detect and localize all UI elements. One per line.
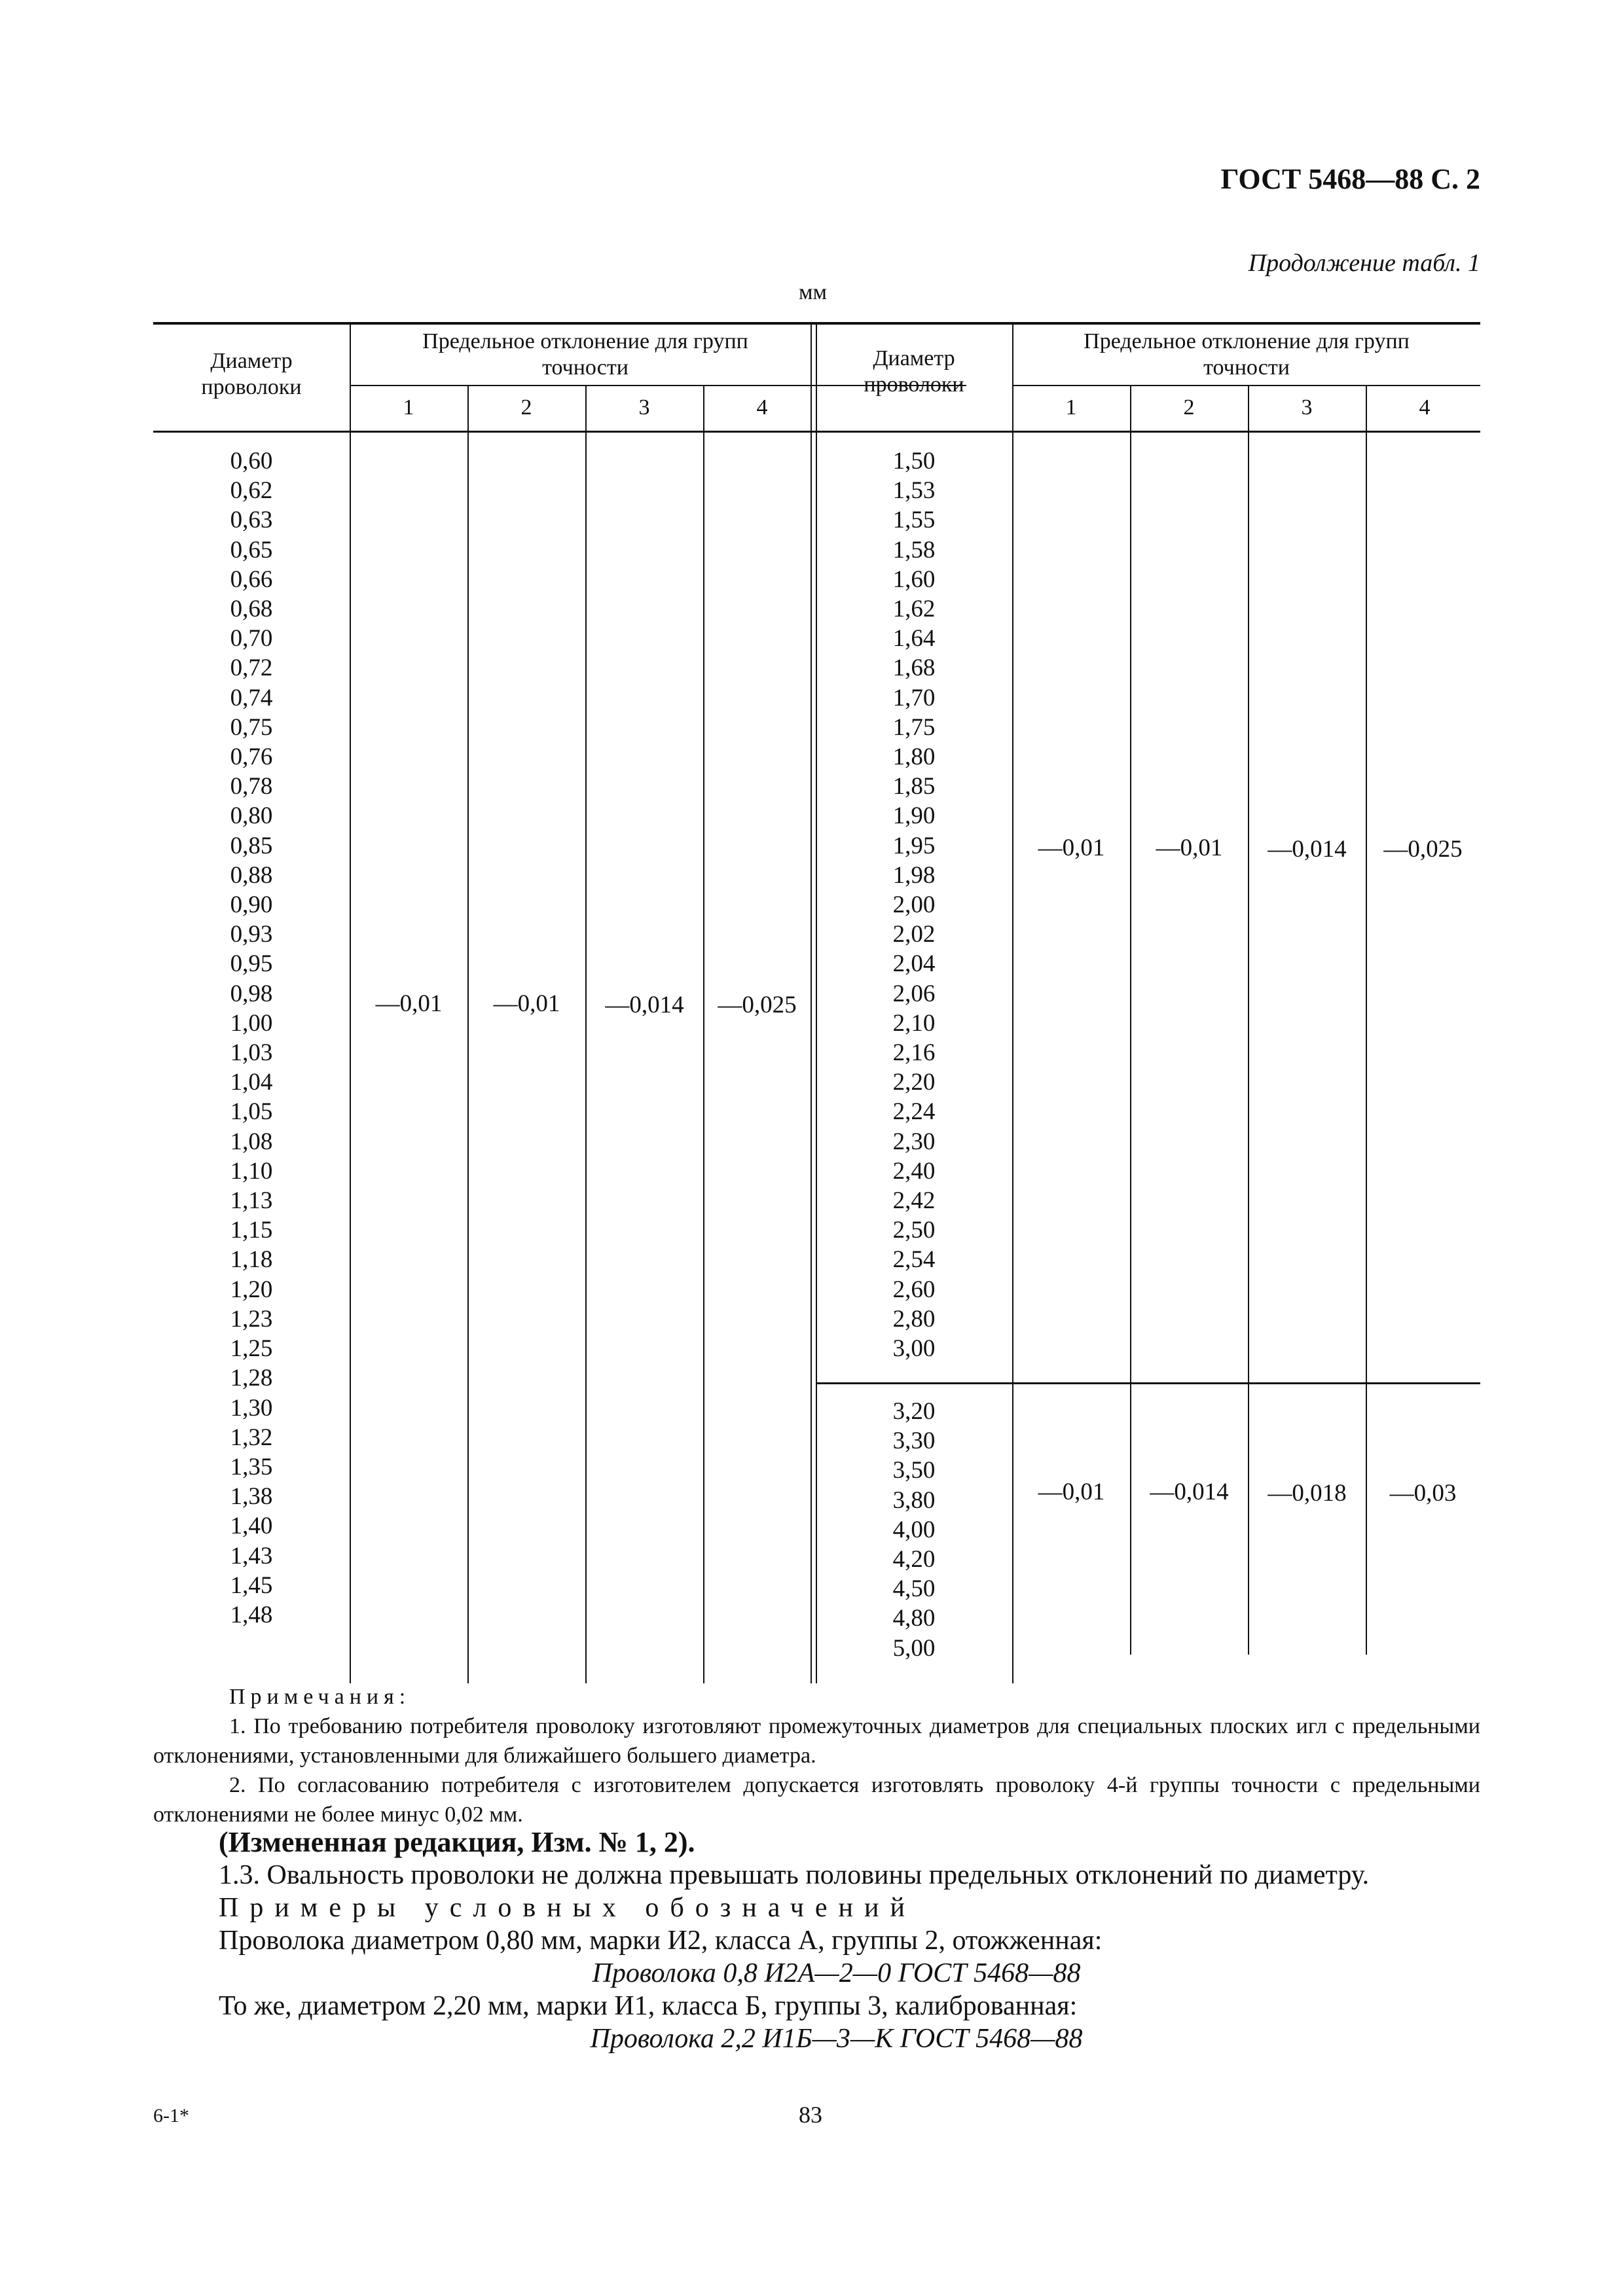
diameter-cell: 2,20 (892, 1069, 936, 1096)
page-number: 83 (799, 2102, 822, 2128)
diameter-cell: 0,63 (230, 507, 273, 534)
diameter-cell: 2,06 (892, 980, 936, 1007)
notes-title: Примечания: (229, 1685, 411, 1709)
group-3-left: 3 (638, 395, 650, 420)
right-block2-deviation-group-3: —0,018 (1267, 1480, 1347, 1507)
diameter-cell: 0,88 (230, 861, 273, 889)
diameter-cell: 2,50 (892, 1217, 936, 1244)
diameter-cell: 0,60 (230, 448, 273, 475)
right-block1-deviation-group-3: —0,014 (1267, 836, 1347, 863)
right-diameter-list-1 (862, 446, 966, 1363)
diameter-cell: 0,85 (230, 832, 273, 859)
diameter-cell: 2,16 (892, 1039, 936, 1067)
diameter-cell: 2,40 (892, 1157, 936, 1185)
diameter-cell: 1,43 (230, 1542, 273, 1570)
diameter-cell: 0,76 (230, 744, 273, 771)
diameter-cell: 1,80 (892, 744, 936, 771)
diameter-cell: 1,20 (230, 1276, 273, 1303)
notes-section (153, 1682, 1480, 1829)
amendment-note: (Измененная редакция, Изм. № 1, 2). (219, 1826, 695, 1858)
right-diameter-list-2 (862, 1397, 966, 1663)
diameter-cell: 0,74 (230, 684, 273, 711)
diameter-cell: 1,40 (230, 1513, 273, 1540)
left-deviation-group-2: —0,01 (493, 990, 560, 1017)
clause-1-3: 1.3. Овальность проволоки не должна превышать половины предельных отклонений по диаметру. (219, 1860, 1370, 1890)
diameter-cell: 2,02 (892, 921, 936, 948)
diameter-cell: 3,20 (892, 1398, 936, 1425)
header-deviation-right: Предельное отклонение для групп точности (1084, 329, 1410, 380)
diameter-cell: 1,05 (230, 1098, 273, 1126)
diameter-cell: 2,42 (892, 1187, 936, 1215)
note-2: 2. По согласованию потребителя с изготовителем допускается изготовлять проволоку 4-й группы точности с предельными отклонениями не более минус 0,02 мм. (153, 1773, 1480, 1827)
group-1-right: 1 (1065, 395, 1077, 420)
example-1-designation: Проволока 0,8 И2А—2—0 ГОСТ 5468—88 (592, 1958, 1081, 1988)
diameter-cell: 1,85 (892, 773, 936, 800)
group-2-left: 2 (520, 395, 532, 420)
header-diameter-right: Диаметр проволоки (864, 346, 964, 397)
diameter-cell: 1,25 (230, 1335, 273, 1363)
left-deviation-group-4: —0,025 (718, 992, 797, 1018)
diameter-cell: 1,38 (230, 1483, 273, 1511)
diameter-cell: 0,98 (230, 980, 273, 1007)
diameter-cell: 3,30 (892, 1427, 936, 1455)
example-2-text: То же, диаметром 2,20 мм, марки И1, класса Б, группы 3, калиброванная: (219, 1991, 1078, 2021)
diameter-cell: 2,24 (892, 1098, 936, 1126)
diameter-cell: 1,23 (230, 1305, 273, 1333)
diameter-cell: 1,90 (892, 802, 936, 830)
diameter-cell: 2,30 (892, 1128, 936, 1155)
diameter-cell: 0,66 (230, 565, 273, 593)
diameter-cell: 1,68 (892, 655, 936, 682)
diameter-cell: 2,80 (892, 1305, 936, 1333)
diameter-cell: 1,62 (892, 596, 936, 623)
right-block2-deviation-group-2: —0,014 (1150, 1479, 1229, 1505)
diameter-cell: 1,95 (892, 832, 936, 859)
diameter-cell: 0,75 (230, 713, 273, 741)
units-label: мм (799, 280, 828, 304)
right-block2-deviation-group-4: —0,03 (1389, 1480, 1457, 1507)
diameter-cell: 0,78 (230, 773, 273, 800)
right-block1-deviation-group-4: —0,025 (1383, 836, 1463, 863)
diameter-cell: 1,13 (230, 1187, 273, 1215)
diameter-cell: 2,10 (892, 1009, 936, 1037)
main-text (153, 1826, 1480, 2055)
diameter-cell: 1,15 (230, 1217, 273, 1244)
diameter-cell: 1,18 (230, 1246, 273, 1274)
diameter-cell: 3,80 (892, 1486, 936, 1514)
deviation-table (153, 322, 1480, 1683)
table-continuation-label: Продолжение табл. 1 (1248, 249, 1480, 277)
diameter-cell: 1,32 (230, 1424, 273, 1451)
diameter-cell: 0,93 (230, 921, 273, 948)
diameter-cell: 1,30 (230, 1394, 273, 1422)
diameter-cell: 2,04 (892, 950, 936, 978)
group-4-left: 4 (756, 395, 768, 420)
diameter-cell: 2,54 (892, 1246, 936, 1274)
right-block2-deviation-group-1: —0,01 (1038, 1479, 1105, 1505)
diameter-cell: 4,20 (892, 1546, 936, 1573)
diameter-cell: 1,08 (230, 1128, 273, 1155)
examples-title: Примеры условных обозначений (219, 1893, 916, 1923)
diameter-cell: 1,64 (892, 625, 936, 653)
diameter-cell: 1,03 (230, 1039, 273, 1067)
diameter-cell: 1,28 (230, 1365, 273, 1392)
diameter-cell: 1,00 (230, 1009, 273, 1037)
diameter-cell: 4,80 (892, 1605, 936, 1632)
note-1: 1. По требованию потребителя проволоку изготовляют промежуточных диаметров для специальных плоских игл с предельными отклонениями, установленными для ближайшего большего диаметра. (153, 1714, 1480, 1768)
diameter-cell: 1,35 (230, 1453, 273, 1480)
example-1-text: Проволока диаметром 0,80 мм, марки И2, класса А, группы 2, отожженная: (219, 1926, 1103, 1956)
footer-sheet-mark: 6-1* (153, 2105, 189, 2126)
diameter-cell: 0,70 (230, 625, 273, 653)
diameter-cell: 1,60 (892, 565, 936, 593)
diameter-cell: 0,95 (230, 950, 273, 978)
diameter-cell: 3,50 (892, 1457, 936, 1484)
left-deviation-group-3: —0,014 (605, 992, 684, 1018)
header-diameter-left: Диаметр проволоки (201, 349, 302, 399)
group-4-right: 4 (1419, 395, 1431, 420)
left-deviation-group-1: —0,01 (375, 990, 443, 1017)
left-diameter-list (199, 446, 304, 1630)
diameter-cell: 2,60 (892, 1276, 936, 1303)
header-deviation-left: Предельное отклонение для групп точности (422, 329, 748, 380)
diameter-cell: 0,90 (230, 891, 273, 919)
diameter-cell: 3,00 (892, 1335, 936, 1363)
diameter-cell: 0,65 (230, 536, 273, 564)
diameter-cell: 0,62 (230, 477, 273, 505)
diameter-cell: 1,98 (892, 861, 936, 889)
diameter-cell: 1,58 (892, 536, 936, 564)
right-block1-deviation-group-1: —0,01 (1038, 834, 1105, 861)
diameter-cell: 0,80 (230, 802, 273, 830)
diameter-cell: 1,04 (230, 1069, 273, 1096)
diameter-cell: 1,48 (230, 1601, 273, 1628)
diameter-cell: 0,72 (230, 655, 273, 682)
page-header-title: ГОСТ 5468—88 С. 2 (1220, 163, 1480, 195)
group-2-right: 2 (1183, 395, 1195, 420)
diameter-cell: 4,50 (892, 1575, 936, 1603)
diameter-cell: 4,00 (892, 1516, 936, 1543)
diameter-cell: 2,00 (892, 891, 936, 919)
diameter-cell: 5,00 (892, 1634, 936, 1662)
diameter-cell: 1,45 (230, 1571, 273, 1599)
group-1-left: 1 (403, 395, 414, 420)
diameter-cell: 1,70 (892, 684, 936, 711)
example-2-designation: Проволока 2,2 И1Б—3—К ГОСТ 5468—88 (590, 2024, 1083, 2054)
diameter-cell: 1,50 (892, 448, 936, 475)
group-3-right: 3 (1301, 395, 1313, 420)
diameter-cell: 1,10 (230, 1157, 273, 1185)
diameter-cell: 1,55 (892, 507, 936, 534)
right-block1-deviation-group-2: —0,01 (1156, 834, 1223, 861)
diameter-cell: 1,75 (892, 713, 936, 741)
diameter-cell: 1,53 (892, 477, 936, 505)
diameter-cell: 0,68 (230, 596, 273, 623)
